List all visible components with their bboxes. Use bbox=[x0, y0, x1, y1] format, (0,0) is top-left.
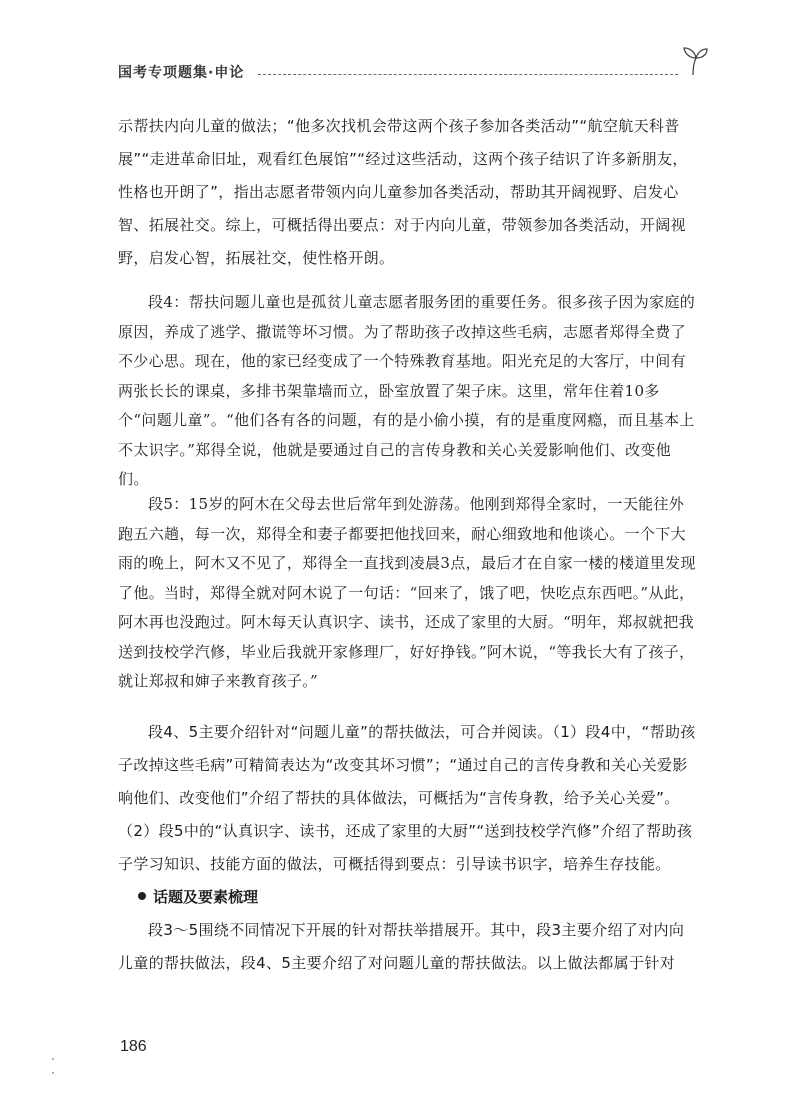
section-heading-text: 话题及要素梳理 bbox=[153, 888, 259, 906]
sprout-icon bbox=[680, 46, 708, 76]
bullet-icon bbox=[138, 892, 146, 900]
source-paragraph-4: 段4：帮扶问题儿童也是孤贫儿童志愿者服务团的重要任务。很多孩子因为家庭的原因，养成了逃学、撒谎等坏习惯。为了帮助孩子改掉这些毛病，志愿者郑得全费了不少心思。现在，他的家已经变成了一个特殊教育基地。阳光充足的大客厅，中间有两张长长的课桌，多排书架靠墙而立，卧室放置了架子床。这里，常年住着10多个“问题儿童”。“他们各有各的问题，有的是小偷小摸，有的是重度网瘾，而且基本上不太识字。”郑得全说，他就是要通过自己的言传身教和关心关爱影响他们、改变他们。 bbox=[118, 293, 696, 488]
running-header bbox=[118, 62, 708, 86]
section-heading bbox=[138, 886, 258, 907]
scan-speck bbox=[52, 1072, 54, 1074]
analysis-paragraph-4-5: 段4、5主要介绍针对“问题儿童”的帮扶做法，可合并阅读。（1）段4中，“帮助孩子改掉这些毛病”可精简表达为“改变其坏习惯”；“通过自己的言传身教和关心关爱影响他们、改变他们”介绍了帮扶的具体做法，可概括为“言传身教，给予关心关爱”。（2）段5中的“认真识字、读书，还成了家里的大厨”“送到技校学汽修”介绍了帮助孩子学习知识、技能方面的做法，可概括得到要点：引导读书识字，培养生存技能。 bbox=[118, 723, 696, 873]
source-paragraph-5: 段5：15岁的阿木在父母去世后常年到处游荡。他刚到郑得全家时，一天能往外跑五六趟，每一次，郑得全和妻子都要把他找回来，耐心细致地和他谈心。一个下大雨的晚上，阿木又不见了，郑得全一直找到凌晨3点，最后才在自家一楼的楼道里发现了他。当时，郑得全就对阿木说了一句话：“回来了，饿了吧，快吃点东西吧。”从此，阿木再也没跑过。阿木每天认真识字、读书，还成了家里的大厨。“明年，郑叔就把我送到技校学汽修，毕业后我就开家修理厂，好好挣钱。”阿木说，“等我长大有了孩子，就让郑叔和婶子来教育孩子。” bbox=[118, 495, 696, 690]
header-rule bbox=[258, 74, 678, 75]
analysis-paragraph-continued: 示帮扶内向儿童的做法；“他多次找机会带这两个孩子参加各类活动”“航空航天科普展”“走进革命旧址，观看红色展馆”“经过这些活动，这两个孩子结识了许多新朋友，性格也开朗了”，指出志愿者带领内向儿童参加各类活动，帮助其开阔视野、启发心智、拓展社交。综上，可概括得出要点：对于内向儿童，带领参加各类活动，开阔视野，启发心智，拓展社交，使性格开朗。 bbox=[118, 117, 688, 267]
scan-speck bbox=[52, 1058, 54, 1060]
analysis-paragraph-summary: 段3～5围绕不同情况下开展的针对帮扶举措展开。其中，段3主要介绍了对内向儿童的帮扶做法，段4、5主要介绍了对问题儿童的帮扶做法。以上做法都属于针对 bbox=[118, 921, 685, 972]
page-number: 186 bbox=[120, 1038, 147, 1055]
header-title: 国考专项题集·申论 bbox=[118, 65, 245, 81]
